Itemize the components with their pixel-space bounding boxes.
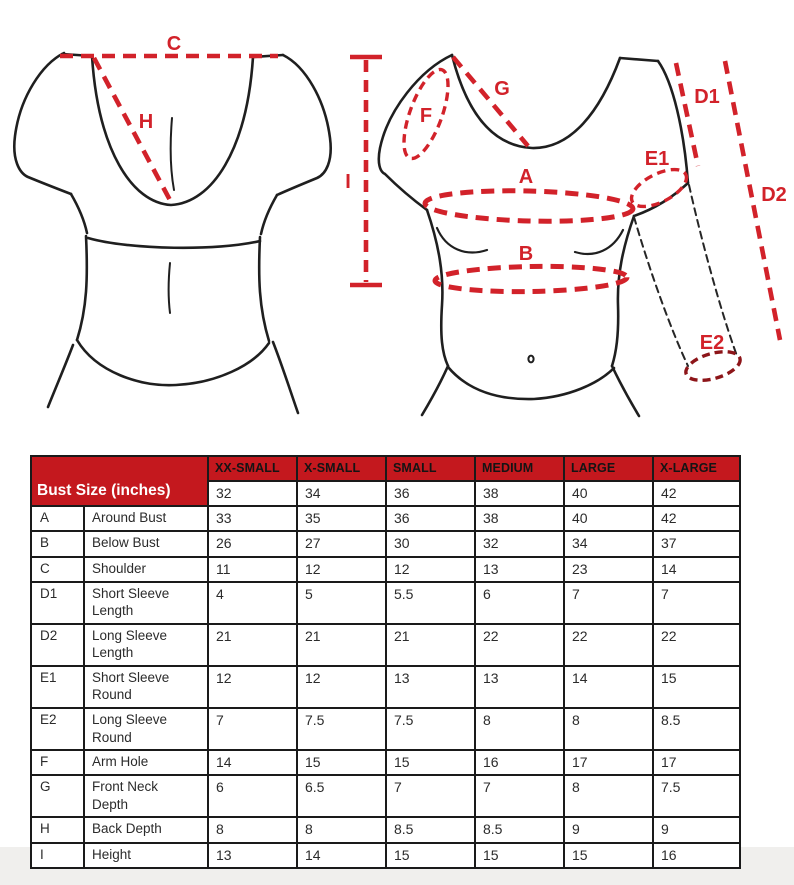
row-label: Short Sleeve Length	[84, 582, 208, 624]
row-letter: H	[31, 817, 84, 842]
row-value-large: 14	[564, 666, 653, 708]
row-value-small: 21	[386, 624, 475, 666]
row-value-small: 5.5	[386, 582, 475, 624]
row-value-x-large: 42	[653, 506, 740, 531]
row-value-x-small: 35	[297, 506, 386, 531]
row-value-medium: 7	[475, 775, 564, 817]
bust-value: 38	[475, 481, 564, 506]
row-value-medium: 32	[475, 531, 564, 556]
row-label: Short Sleeve Round	[84, 666, 208, 708]
row-value-x-large: 17	[653, 750, 740, 775]
front-neckline	[452, 55, 620, 148]
row-value-x-small: 5	[297, 582, 386, 624]
front-view-figure	[379, 55, 737, 416]
measure-ellipse-a	[425, 188, 634, 223]
measurement-row	[31, 624, 740, 666]
row-label: Around Bust	[84, 506, 208, 531]
row-value-large: 17	[564, 750, 653, 775]
row-value-small: 30	[386, 531, 475, 556]
row-value-large: 8	[564, 708, 653, 750]
measurement-row	[31, 843, 740, 868]
row-value-medium: 15	[475, 843, 564, 868]
row-value-medium: 6	[475, 582, 564, 624]
row-value-small: 15	[386, 750, 475, 775]
row-value-x-small: 6.5	[297, 775, 386, 817]
bust-value: 40	[564, 481, 653, 506]
back-right-side	[261, 195, 277, 234]
row-label: Back Depth	[84, 817, 208, 842]
row-value-medium: 22	[475, 624, 564, 666]
row-value-medium: 13	[475, 666, 564, 708]
row-value-x-large: 37	[653, 531, 740, 556]
row-value-large: 23	[564, 557, 653, 582]
row-value-large: 40	[564, 506, 653, 531]
front-left-sleeve	[379, 55, 452, 210]
row-label: Arm Hole	[84, 750, 208, 775]
row-value-x-large: 22	[653, 624, 740, 666]
row-value-x-large: 16	[653, 843, 740, 868]
row-value-large: 34	[564, 531, 653, 556]
row-value-small: 7.5	[386, 708, 475, 750]
row-value-xx-small: 11	[208, 557, 297, 582]
row-label: Height	[84, 843, 208, 868]
size-header-x-small: X-SMALL	[297, 456, 386, 481]
row-value-small: 8.5	[386, 817, 475, 842]
row-value-xx-small: 14	[208, 750, 297, 775]
measurement-row	[31, 666, 740, 708]
row-value-xx-small: 7	[208, 708, 297, 750]
size-table-container	[30, 455, 739, 869]
row-value-small: 36	[386, 506, 475, 531]
row-letter: I	[31, 843, 84, 868]
row-label: Shoulder	[84, 557, 208, 582]
size-header-medium: MEDIUM	[475, 456, 564, 481]
measurement-row	[31, 582, 740, 624]
back-left-sleeve	[14, 53, 71, 194]
measure-label-g: G	[494, 78, 510, 100]
front-right-side	[612, 216, 634, 366]
bust-value: 34	[297, 481, 386, 506]
back-band-seam	[88, 238, 260, 248]
row-value-large: 9	[564, 817, 653, 842]
row-value-xx-small: 6	[208, 775, 297, 817]
bust-value: 32	[208, 481, 297, 506]
measurement-row	[31, 775, 740, 817]
front-underbust-left	[437, 228, 487, 252]
measure-label-e2: E2	[699, 332, 725, 354]
front-left-hip	[422, 366, 448, 415]
measure-label-h: H	[138, 111, 154, 133]
back-hip-hem	[77, 340, 269, 385]
size-header-xx-small: XX-SMALL	[208, 456, 297, 481]
row-letter: E2	[31, 708, 84, 750]
row-value-x-small: 8	[297, 817, 386, 842]
size-header-x-large: X-LARGE	[653, 456, 740, 481]
row-value-large: 15	[564, 843, 653, 868]
row-value-large: 7	[564, 582, 653, 624]
measurement-row	[31, 750, 740, 775]
row-value-medium: 13	[475, 557, 564, 582]
row-value-x-large: 9	[653, 817, 740, 842]
row-value-x-small: 7.5	[297, 708, 386, 750]
row-letter: D2	[31, 624, 84, 666]
row-value-xx-small: 12	[208, 666, 297, 708]
measurement-row	[31, 708, 740, 750]
row-value-small: 12	[386, 557, 475, 582]
front-long-sleeve-inner-dashed	[634, 217, 688, 366]
front-hem	[448, 367, 614, 399]
row-label: Front Neck Depth	[84, 775, 208, 817]
back-spine-lower	[169, 263, 171, 313]
row-value-xx-small: 21	[208, 624, 297, 666]
front-long-sleeve-outer-dashed	[689, 185, 737, 356]
front-underbust-right	[575, 230, 623, 254]
size-table	[30, 455, 741, 869]
row-value-small: 15	[386, 843, 475, 868]
row-letter: E1	[31, 666, 84, 708]
row-value-x-small: 14	[297, 843, 386, 868]
row-value-x-small: 27	[297, 531, 386, 556]
row-value-x-large: 7	[653, 582, 740, 624]
size-header-row	[31, 456, 740, 481]
back-right-sleeve	[277, 55, 331, 195]
row-value-x-small: 21	[297, 624, 386, 666]
row-value-x-small: 15	[297, 750, 386, 775]
row-value-x-small: 12	[297, 557, 386, 582]
row-value-x-large: 14	[653, 557, 740, 582]
measure-label-d1: D1	[694, 86, 720, 108]
row-value-medium: 8	[475, 708, 564, 750]
measure-label-a: A	[518, 166, 534, 188]
front-right-hip	[612, 366, 639, 416]
back-spine-upper	[171, 118, 174, 190]
measure-label-b: B	[518, 243, 534, 265]
row-letter: A	[31, 506, 84, 531]
row-letter: C	[31, 557, 84, 582]
row-value-x-large: 8.5	[653, 708, 740, 750]
measure-label-c: C	[166, 33, 182, 55]
back-lower-left	[77, 236, 87, 340]
row-value-xx-small: 4	[208, 582, 297, 624]
back-right-arm-line	[273, 342, 298, 413]
row-letter: G	[31, 775, 84, 817]
front-navel	[528, 356, 533, 363]
size-header-small: SMALL	[386, 456, 475, 481]
row-letter: B	[31, 531, 84, 556]
measurement-row	[31, 557, 740, 582]
row-value-xx-small: 13	[208, 843, 297, 868]
measure-label-i: I	[345, 171, 351, 193]
row-value-medium: 38	[475, 506, 564, 531]
size-header-large: LARGE	[564, 456, 653, 481]
row-value-small: 13	[386, 666, 475, 708]
row-letter: F	[31, 750, 84, 775]
row-value-large: 22	[564, 624, 653, 666]
back-left-arm-line	[48, 345, 73, 407]
row-label: Below Bust	[84, 531, 208, 556]
row-value-xx-small: 26	[208, 531, 297, 556]
measurement-row	[31, 506, 740, 531]
row-value-medium: 16	[475, 750, 564, 775]
row-value-medium: 8.5	[475, 817, 564, 842]
row-value-small: 7	[386, 775, 475, 817]
front-shoulder-top-right	[620, 58, 658, 61]
bust-value: 36	[386, 481, 475, 506]
front-left-side	[427, 210, 448, 366]
row-value-x-large: 15	[653, 666, 740, 708]
bust-value: 42	[653, 481, 740, 506]
measure-ellipse-b	[435, 265, 627, 293]
row-value-x-large: 7.5	[653, 775, 740, 817]
row-letter: D1	[31, 582, 84, 624]
row-value-x-small: 12	[297, 666, 386, 708]
measurement-row	[31, 531, 740, 556]
measure-label-f: F	[419, 105, 433, 127]
back-view-figure	[14, 53, 330, 413]
row-value-xx-small: 8	[208, 817, 297, 842]
row-label: Long Sleeve Length	[84, 624, 208, 666]
bust-size-corner-cell: Bust Size (inches)	[31, 456, 208, 506]
measure-line-g	[453, 57, 528, 146]
back-lower-right	[259, 237, 269, 341]
measurement-row	[31, 817, 740, 842]
row-value-large: 8	[564, 775, 653, 817]
row-value-xx-small: 33	[208, 506, 297, 531]
back-left-side	[71, 194, 87, 233]
measure-label-d2: D2	[761, 184, 787, 206]
measure-label-e1: E1	[644, 148, 670, 170]
row-label: Long Sleeve Round	[84, 708, 208, 750]
